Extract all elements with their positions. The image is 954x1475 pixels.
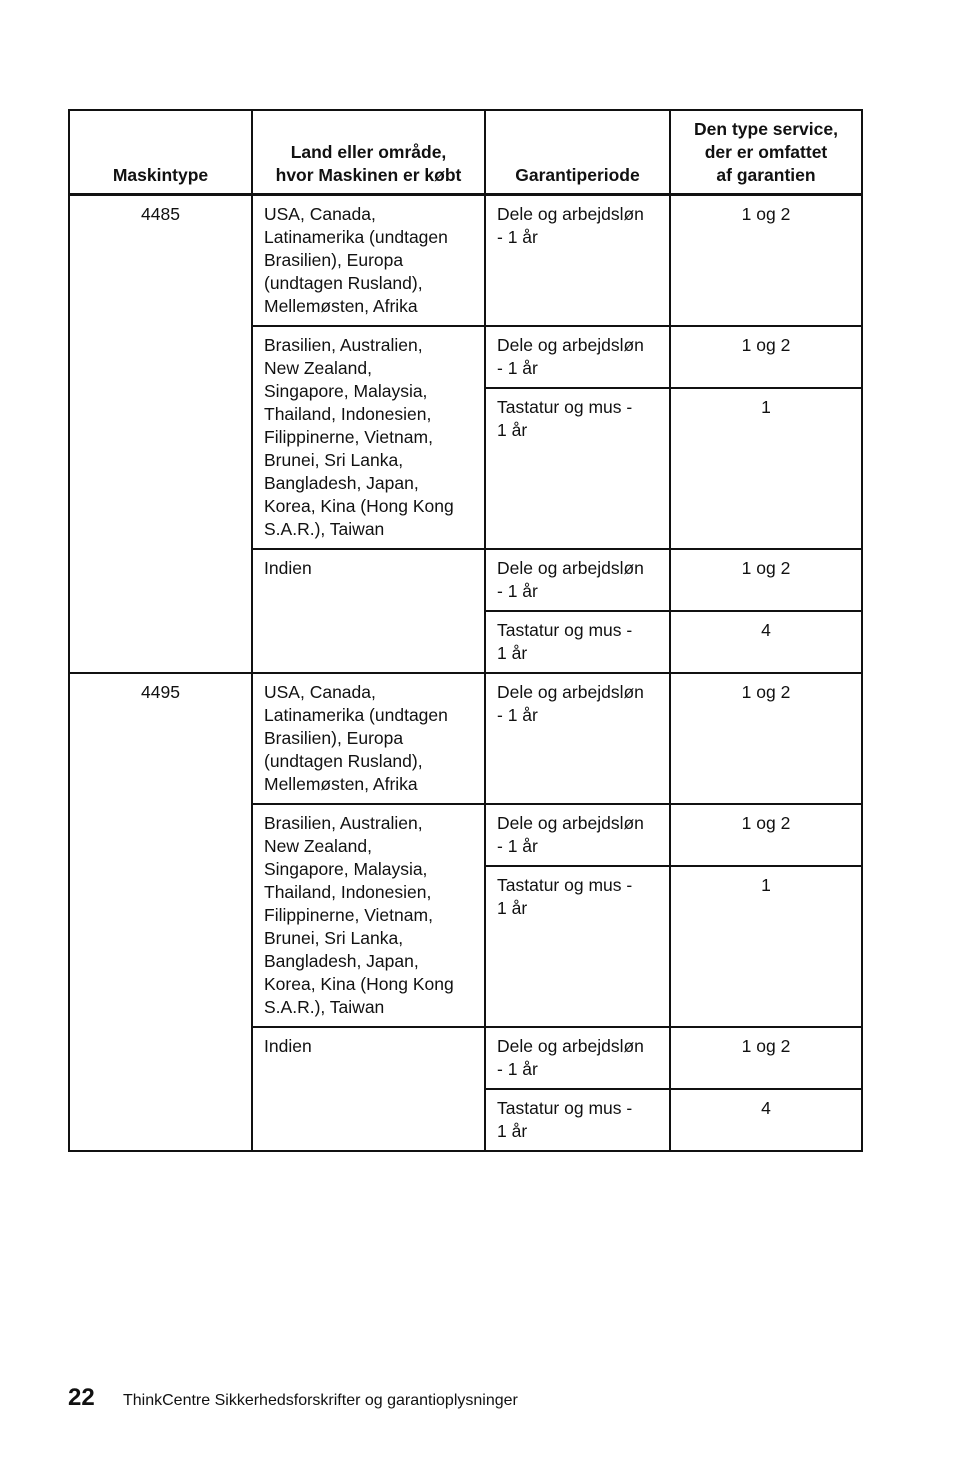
service-type-cell: 1 — [670, 388, 862, 549]
table-row — [69, 194, 862, 326]
region-cell — [252, 194, 485, 326]
warranty-period-text: Dele og arbejdsløn - 1 år — [497, 203, 644, 247]
region-cell — [252, 549, 485, 673]
warranty-table — [68, 109, 863, 1152]
service-type-cell: 1 og 2 — [670, 1027, 862, 1089]
page-footer — [68, 1384, 518, 1412]
warranty-period-text: Tastatur og mus - 1 år — [497, 874, 633, 918]
warranty-period-cell — [485, 673, 670, 804]
service-type-cell: 1 og 2 — [670, 326, 862, 388]
warranty-period-cell — [485, 194, 670, 326]
warranty-period-text: Tastatur og mus - 1 år — [497, 396, 633, 440]
region-text: USA, Canada, Latinamerika (undtagen Brasilien), Europa (undtagen Rusland), Mellemøsten, Afrika — [264, 681, 448, 794]
service-type-cell: 1 og 2 — [670, 673, 862, 804]
warranty-period-text: Dele og arbejdsløn - 1 år — [497, 334, 644, 378]
region-cell — [252, 673, 485, 804]
warranty-period-text: Tastatur og mus - 1 år — [497, 1097, 633, 1141]
service-type-cell: 1 og 2 — [670, 194, 862, 326]
page-number: 22 — [68, 1384, 95, 1411]
warranty-period-text: Tastatur og mus - 1 år — [497, 619, 633, 663]
warranty-period-cell — [485, 388, 670, 549]
warranty-period-text: Dele og arbejdsløn - 1 år — [497, 1035, 644, 1079]
warranty-period-cell — [485, 804, 670, 866]
region-cell — [252, 326, 485, 549]
header-country: Land eller område, hvor Maskinen er købt — [252, 110, 485, 194]
table-header-row — [69, 110, 862, 194]
table-row — [69, 673, 862, 804]
warranty-period-cell — [485, 549, 670, 611]
region-text: Indien — [264, 557, 312, 578]
region-text: USA, Canada, Latinamerika (undtagen Brasilien), Europa (undtagen Rusland), Mellemøsten, Afrika — [264, 203, 448, 316]
region-text: Brasilien, Australien, New Zealand, Singapore, Malaysia, Thailand, Indonesien, Filippinerne, Vietnam, Brunei, Sri Lanka, Bangladesh, Japan, Korea, Kina (Hong Kong S.A.R.), Taiwan — [264, 812, 454, 1017]
region-text: Brasilien, Australien, New Zealand, Singapore, Malaysia, Thailand, Indonesien, Filippinerne, Vietnam, Brunei, Sri Lanka, Bangladesh, Japan, Korea, Kina (Hong Kong S.A.R.), Taiwan — [264, 334, 454, 539]
region-cell — [252, 804, 485, 1027]
warranty-period-text: Dele og arbejdsløn - 1 år — [497, 681, 644, 725]
warranty-period-cell — [485, 326, 670, 388]
header-period: Garantiperiode — [485, 110, 670, 194]
service-type-cell: 1 — [670, 866, 862, 1027]
warranty-period-cell — [485, 611, 670, 673]
warranty-period-cell — [485, 1027, 670, 1089]
footer-title: ThinkCentre Sikkerhedsforskrifter og garantioplysninger — [123, 1392, 518, 1409]
warranty-period-text: Dele og arbejdsløn - 1 år — [497, 812, 644, 856]
header-machine-type: Maskintype — [69, 110, 252, 194]
warranty-period-cell — [485, 866, 670, 1027]
service-type-cell: 1 og 2 — [670, 804, 862, 866]
service-type-cell: 1 og 2 — [670, 549, 862, 611]
service-type-cell: 4 — [670, 1089, 862, 1151]
warranty-period-cell — [485, 1089, 670, 1151]
service-type-cell: 4 — [670, 611, 862, 673]
machine-type-cell: 4485 — [69, 194, 252, 673]
machine-type-cell: 4495 — [69, 673, 252, 1151]
region-cell — [252, 1027, 485, 1151]
header-service: Den type service, der er omfattet af garantien — [670, 110, 862, 194]
region-text: Indien — [264, 1035, 312, 1056]
warranty-period-text: Dele og arbejdsløn - 1 år — [497, 557, 644, 601]
